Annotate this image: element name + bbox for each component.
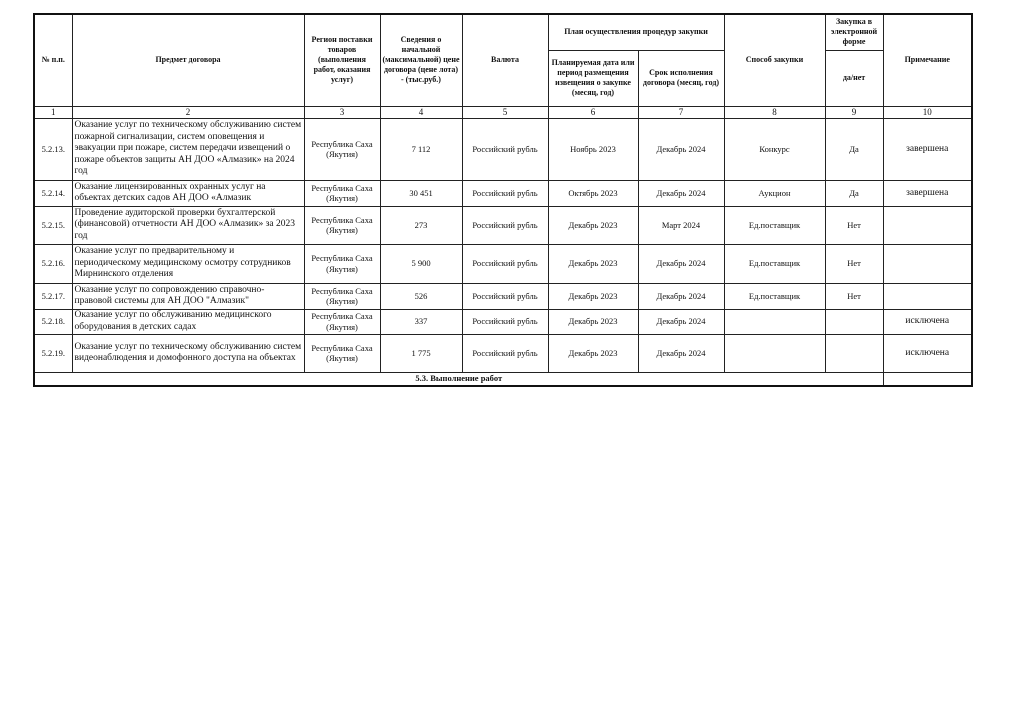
row-note [883, 206, 972, 244]
row-number: 5.2.15. [34, 206, 72, 244]
header-price: Сведения о начальной (максимальной) цене договора (цене лота) - (тыс.руб.) [380, 14, 462, 106]
row-method: Аукцион [724, 180, 825, 206]
row-plan-date: Декабрь 2023 [548, 244, 638, 283]
row-plan-date: Декабрь 2023 [548, 309, 638, 334]
header-currency: Валюта [462, 14, 548, 106]
procurement-plan-page [33, 13, 971, 387]
row-plan-date: Октябрь 2023 [548, 180, 638, 206]
row-electronic: Да [825, 118, 883, 180]
row-method: Ед.поставщик [724, 206, 825, 244]
row-plan-date: Декабрь 2023 [548, 283, 638, 309]
row-electronic [825, 309, 883, 334]
row-price: 273 [380, 206, 462, 244]
table-row [34, 180, 972, 206]
header-region: Регион поставки товаров (выполнения работ, оказания услуг) [304, 14, 380, 106]
row-number: 5.2.16. [34, 244, 72, 283]
column-number: 2 [72, 106, 304, 118]
header-num: № п.п. [34, 14, 72, 106]
row-currency: Российский рубль [462, 283, 548, 309]
table-body [34, 106, 972, 386]
row-price: 7 112 [380, 118, 462, 180]
row-subject: Оказание услуг по предварительному и периодическому медицинскому осмотру сотрудников Мирнинского отделения [72, 244, 304, 283]
row-number: 5.2.14. [34, 180, 72, 206]
table-row [34, 118, 972, 180]
row-plan-date: Ноябрь 2023 [548, 118, 638, 180]
row-subject: Оказание услуг по обслуживанию медицинского оборудования в детских садах [72, 309, 304, 334]
table-row [34, 244, 972, 283]
row-subject: Оказание услуг по техническому обслуживанию систем пожарной сигнализации, систем оповещения и эвакуации при пожаре, систем передачи извещений о пожаре объектов защиты АН ДОО «Алмазик» на 2024 год [72, 118, 304, 180]
row-number: 5.2.18. [34, 309, 72, 334]
row-method [724, 309, 825, 334]
column-number: 6 [548, 106, 638, 118]
column-number: 3 [304, 106, 380, 118]
column-number: 10 [883, 106, 972, 118]
section-row [34, 372, 972, 386]
table-row [34, 206, 972, 244]
row-region: Республика Саха (Якутия) [304, 283, 380, 309]
column-number-row [34, 106, 972, 118]
row-note: завершена [883, 180, 972, 206]
row-price: 337 [380, 309, 462, 334]
row-note: исключена [883, 334, 972, 372]
row-electronic [825, 334, 883, 372]
column-number: 5 [462, 106, 548, 118]
row-price: 5 900 [380, 244, 462, 283]
header-note: Примечание [883, 14, 972, 106]
table-row [34, 283, 972, 309]
column-number: 8 [724, 106, 825, 118]
row-region: Республика Саха (Якутия) [304, 309, 380, 334]
row-method: Ед.поставщик [724, 244, 825, 283]
header-method: Способ закупки [724, 14, 825, 106]
column-number: 4 [380, 106, 462, 118]
row-exec-term: Март 2024 [638, 206, 724, 244]
row-number: 5.2.17. [34, 283, 72, 309]
row-exec-term: Декабрь 2024 [638, 283, 724, 309]
row-note [883, 283, 972, 309]
row-method: Ед.поставщик [724, 283, 825, 309]
row-method [724, 334, 825, 372]
row-subject: Оказание услуг по сопровождению справочно-правовой системы для АН ДОО "Алмазик" [72, 283, 304, 309]
row-note [883, 244, 972, 283]
row-note: исключена [883, 309, 972, 334]
row-region: Республика Саха (Якутия) [304, 334, 380, 372]
row-subject: Оказание услуг по техническому обслуживанию систем видеонаблюдения и домофонного доступа на объектах [72, 334, 304, 372]
row-number: 5.2.19. [34, 334, 72, 372]
column-number: 7 [638, 106, 724, 118]
section-title: 5.3. Выполнение работ [34, 372, 883, 386]
row-plan-date: Декабрь 2023 [548, 206, 638, 244]
row-subject: Проведение аудиторской проверки бухгалтерской (финансовой) отчетности АН ДОО «Алмазик» за 2023 год [72, 206, 304, 244]
row-price: 30 451 [380, 180, 462, 206]
row-exec-term: Декабрь 2024 [638, 118, 724, 180]
row-exec-term: Декабрь 2024 [638, 334, 724, 372]
row-number: 5.2.13. [34, 118, 72, 180]
row-currency: Российский рубль [462, 244, 548, 283]
row-note: завершена [883, 118, 972, 180]
column-number: 9 [825, 106, 883, 118]
row-plan-date: Декабрь 2023 [548, 334, 638, 372]
row-exec-term: Декабрь 2024 [638, 309, 724, 334]
row-electronic: Нет [825, 283, 883, 309]
row-currency: Российский рубль [462, 180, 548, 206]
row-region: Республика Саха (Якутия) [304, 180, 380, 206]
header-electronic-sub: да/нет [825, 50, 883, 106]
row-method: Конкурс [724, 118, 825, 180]
row-price: 1 775 [380, 334, 462, 372]
header-exec-term: Срок исполнения договора (месяц, год) [638, 50, 724, 106]
table-row [34, 334, 972, 372]
section-note-cell [883, 372, 972, 386]
row-subject: Оказание лицензированных охранных услуг на объектах детских садов АН ДОО «Алмазик [72, 180, 304, 206]
procurement-table [33, 13, 973, 387]
row-currency: Российский рубль [462, 206, 548, 244]
row-currency: Российский рубль [462, 309, 548, 334]
row-exec-term: Декабрь 2024 [638, 180, 724, 206]
row-exec-term: Декабрь 2024 [638, 244, 724, 283]
table-row [34, 309, 972, 334]
row-electronic: Да [825, 180, 883, 206]
row-currency: Российский рубль [462, 118, 548, 180]
row-region: Республика Саха (Якутия) [304, 118, 380, 180]
row-region: Республика Саха (Якутия) [304, 206, 380, 244]
row-currency: Российский рубль [462, 334, 548, 372]
row-price: 526 [380, 283, 462, 309]
header-plan-date: Планируемая дата или период размещения извещения о закупке (месяц, год) [548, 50, 638, 106]
header-subject: Предмет договора [72, 14, 304, 106]
header-electronic: Закупка в электронной форме [825, 14, 883, 50]
row-region: Республика Саха (Якутия) [304, 244, 380, 283]
row-electronic: Нет [825, 206, 883, 244]
column-number: 1 [34, 106, 72, 118]
header-plan-group: План осуществления процедур закупки [548, 14, 724, 50]
row-electronic: Нет [825, 244, 883, 283]
